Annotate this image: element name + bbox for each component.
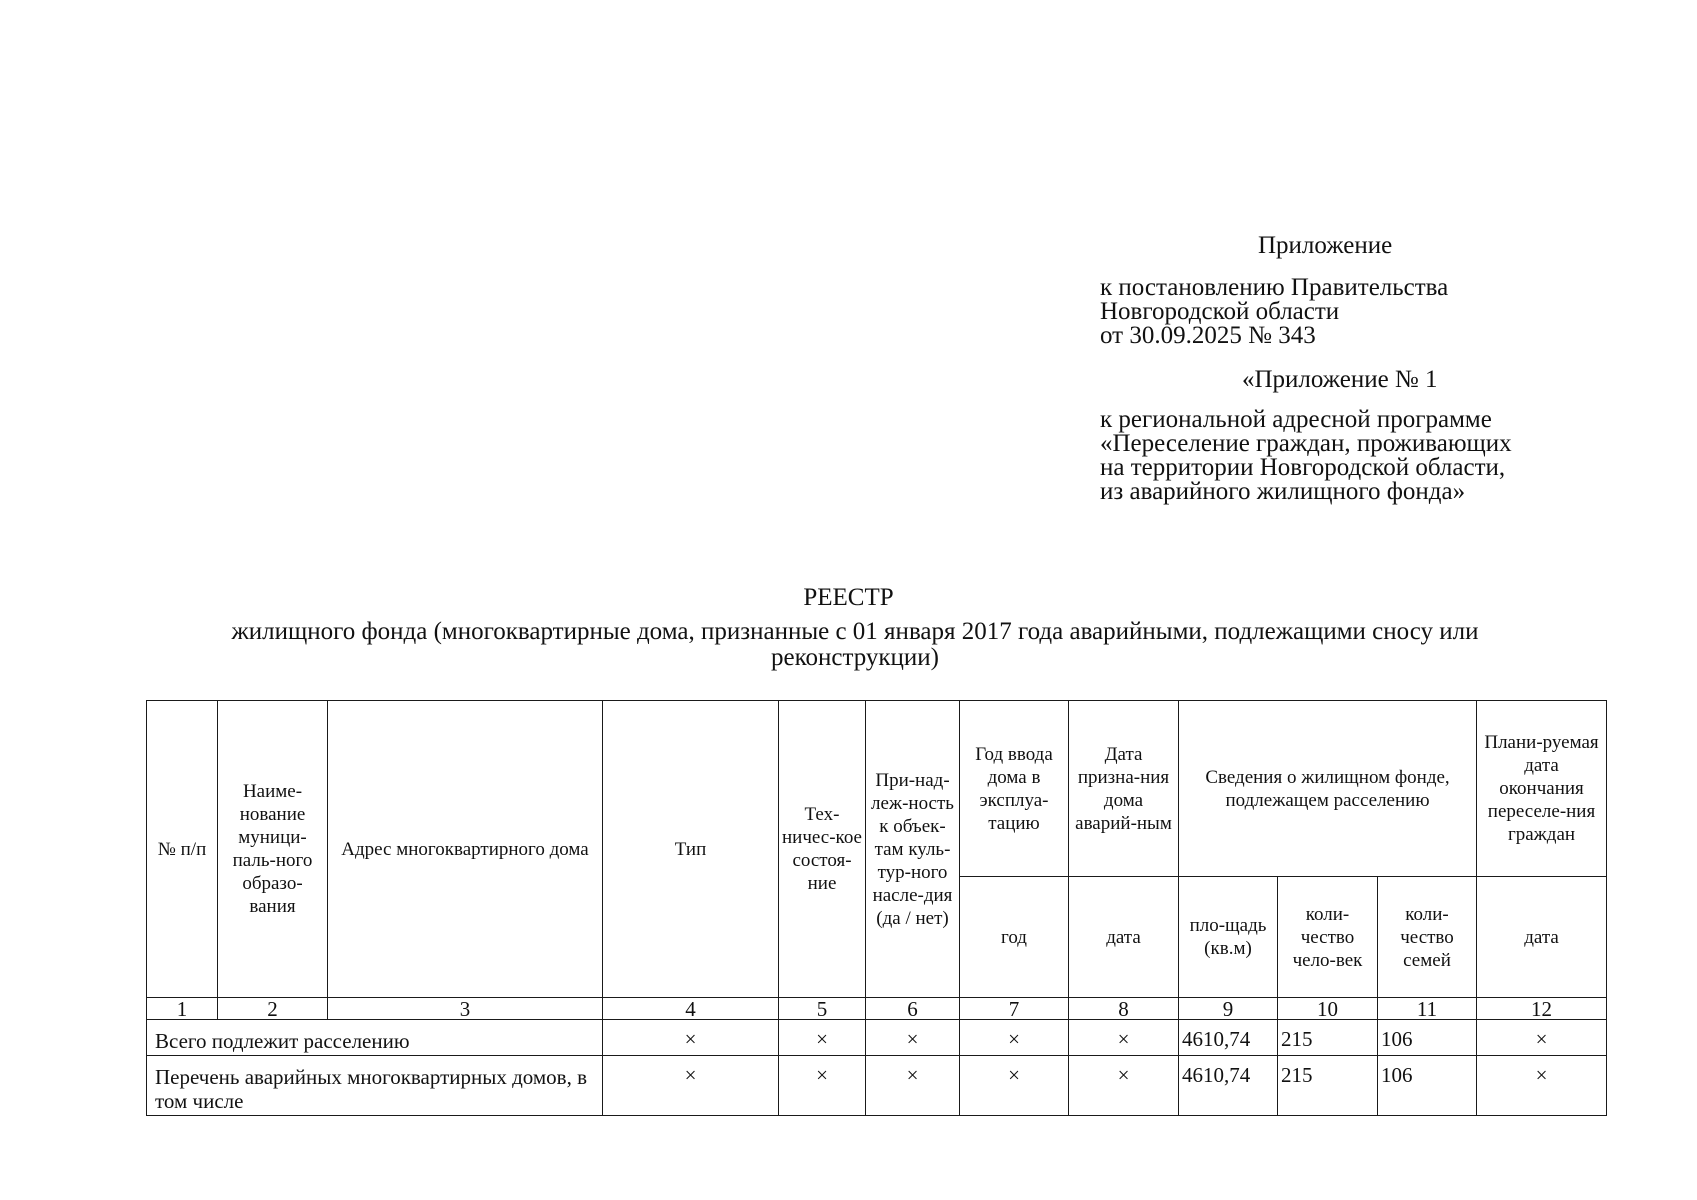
registry-table (146, 700, 1607, 1116)
cell-planned-date: × (1477, 1056, 1607, 1116)
cell-date: × (1069, 1020, 1179, 1056)
appendix-line: к постановлению Правительства (1100, 274, 1449, 301)
subheader-date: дата (1069, 877, 1179, 998)
header-date-emergency: Дата призна-ния дома аварий-ным (1069, 701, 1179, 877)
document-title: РЕЕСТР (803, 584, 894, 611)
column-number: 6 (866, 998, 960, 1020)
subheader-families: коли-чество семей (1378, 877, 1477, 998)
cell-area: 4610,74 (1179, 1020, 1278, 1056)
row-label: Всего подлежит расселению (147, 1020, 603, 1056)
header-type: Тип (603, 701, 779, 998)
column-number: 5 (779, 998, 866, 1020)
cell-type: × (603, 1020, 779, 1056)
column-number: 8 (1069, 998, 1179, 1020)
subtitle-line: реконструкции) (771, 644, 939, 671)
cell-people: 215 (1278, 1020, 1378, 1056)
cell-year: × (960, 1056, 1069, 1116)
column-number: 9 (1179, 998, 1278, 1020)
header-number: № п/п (147, 701, 218, 998)
column-number: 10 (1278, 998, 1378, 1020)
header-planned-date: Плани-руемая дата окончания переселе-ния граждан (1477, 701, 1607, 877)
column-number: 3 (328, 998, 603, 1020)
header-row (147, 701, 1607, 877)
subheader-people: коли-чество чело-век (1278, 877, 1378, 998)
cell-type: × (603, 1056, 779, 1116)
subheader-area: пло-щадь (кв.м) (1179, 877, 1278, 998)
program-line: на территории Новгородской области, (1100, 454, 1506, 481)
appendix-heading: Приложение (1258, 232, 1393, 259)
cell-year: × (960, 1020, 1069, 1056)
column-number: 1 (147, 998, 218, 1020)
column-number: 12 (1477, 998, 1607, 1020)
header-housing-info: Сведения о жилищном фонде, подлежащем расселению (1179, 701, 1477, 877)
program-heading: «Приложение № 1 (1242, 366, 1438, 393)
cell-heritage: × (866, 1020, 960, 1056)
cell-families: 106 (1378, 1056, 1477, 1116)
cell-area: 4610,74 (1179, 1056, 1278, 1116)
appendix-date: от 30.09.2025 № 343 (1100, 322, 1316, 349)
column-number: 7 (960, 998, 1069, 1020)
document-subtitle (160, 619, 1550, 671)
cell-people: 215 (1278, 1056, 1378, 1116)
subheader-date-end: дата (1477, 877, 1607, 998)
subtitle-line: жилищного фонда (многоквартирные дома, признанные с 01 января 2017 года аварийными, подлежащими сносу или (231, 618, 1479, 645)
header-address: Адрес многоквартирного дома (328, 701, 603, 998)
subheader-year: год (960, 877, 1069, 998)
row-label: Перечень аварийных многоквартирных домов, в том числе (147, 1056, 603, 1116)
header-tech-state: Тех-ничес-кое состоя-ние (779, 701, 866, 998)
column-number: 11 (1378, 998, 1477, 1020)
table-row (147, 1020, 1607, 1056)
table-row (147, 1056, 1607, 1116)
header-heritage: При-над-леж-ность к объек-там куль-тур-ного насле-дия (да / нет) (866, 701, 960, 998)
cell-tech-state: × (779, 1020, 866, 1056)
appendix-line: Новгородской области (1100, 298, 1340, 325)
program-line: из аварийного жилищного фонда» (1100, 478, 1466, 505)
program-line: к региональной адресной программе (1100, 406, 1492, 433)
cell-tech-state: × (779, 1056, 866, 1116)
cell-heritage: × (866, 1056, 960, 1116)
header-year-built: Год ввода дома в эксплуа-тацию (960, 701, 1069, 877)
column-number: 2 (218, 998, 328, 1020)
column-number: 4 (603, 998, 779, 1020)
header-municipality: Наиме-нование муници-паль-ного образо-вания (218, 701, 328, 998)
column-number-row (147, 998, 1607, 1020)
cell-planned-date: × (1477, 1020, 1607, 1056)
cell-families: 106 (1378, 1020, 1477, 1056)
cell-date: × (1069, 1056, 1179, 1116)
program-line: «Переселение граждан, проживающих (1100, 430, 1512, 457)
